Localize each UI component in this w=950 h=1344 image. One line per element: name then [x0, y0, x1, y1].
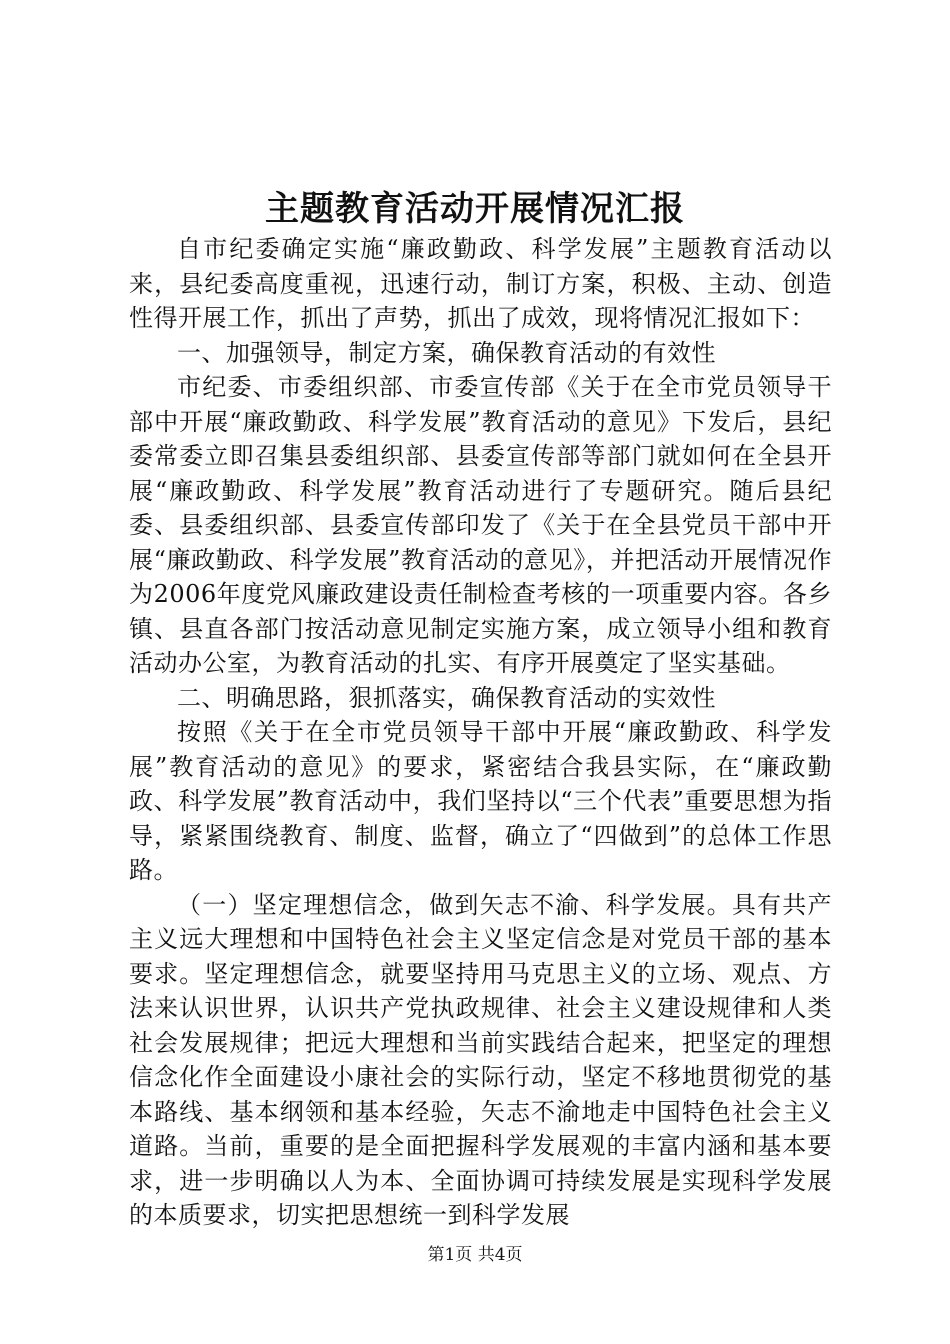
document-title: 主题教育活动开展情况汇报	[265, 189, 685, 229]
section-2-paragraph: 按照《关于在全市党员领导干部中开展“廉政勤政、科学发展”教育活动的意见》的要求，紧密结合我县实际，在“廉政勤政、科学发展”教育活动中，我们坚持以“三个代表”重要思想为指导，紧紧围绕教育、制度、监督，确立了“四做到”的总体工作思路。	[129, 718, 832, 884]
subsection-1-paragraph: （一）坚定理想信念，做到矢志不渝、科学发展。具有共产主义远大理想和中国特色社会主义坚定信念是对党员干部的基本要求。坚定理想信念，就要坚持用马克思主义的立场、观点、方法来认识世界，认识共产党执政规律、社会主义建设规律和人类社会发展规律；把远大理想和当前实践结合起来，把坚定的理想信念化作全面建设小康社会的实际行动，坚定不移地贯彻党的基本路线、基本纲领和基本经验，矢志不渝地走中国特色社会主义道路。当前，重要的是全面把握科学发展观的丰富内涵和基本要求，进一步明确以人为本、全面协调可持续发展是实现科学发展的本质要求，切实把思想统一到科学发展	[129, 890, 832, 1229]
section-heading-1: 一、加强领导，制定方案，确保教育活动的有效性	[177, 338, 716, 367]
section-heading-2: 二、明确思路，狠抓落实，确保教育活动的实效性	[177, 683, 716, 712]
document-body	[129, 232, 832, 1233]
page-footer: 第1页 共4页	[427, 1245, 523, 1265]
section-1-paragraph: 市纪委、市委组织部、市委宣传部《关于在全市党员领导干部中开展“廉政勤政、科学发展”教育活动的意见》下发后，县纪委常委立即召集县委组织部、县委宣传部等部门就如何在全县开展“廉政勤政、科学发展”教育活动进行了专题研究。随后县纪委、县委组织部、县委宣传部印发了《关于在全县党员干部中开展“廉政勤政、科学发展”教育活动的意见》，并把活动开展情况作为2006年度党风廉政建设责任制检查考核的一项重要内容。各乡镇、县直各部门按活动意见制定实施方案，成立领导小组和教育活动办公室，为教育活动的扎实、有序开展奠定了坚实基础。	[129, 373, 832, 677]
intro-paragraph: 自市纪委确定实施“廉政勤政、科学发展”主题教育活动以来，县纪委高度重视，迅速行动，制订方案，积极、主动、创造性得开展工作，抓出了声势，抓出了成效，现将情况汇报如下：	[129, 235, 832, 332]
